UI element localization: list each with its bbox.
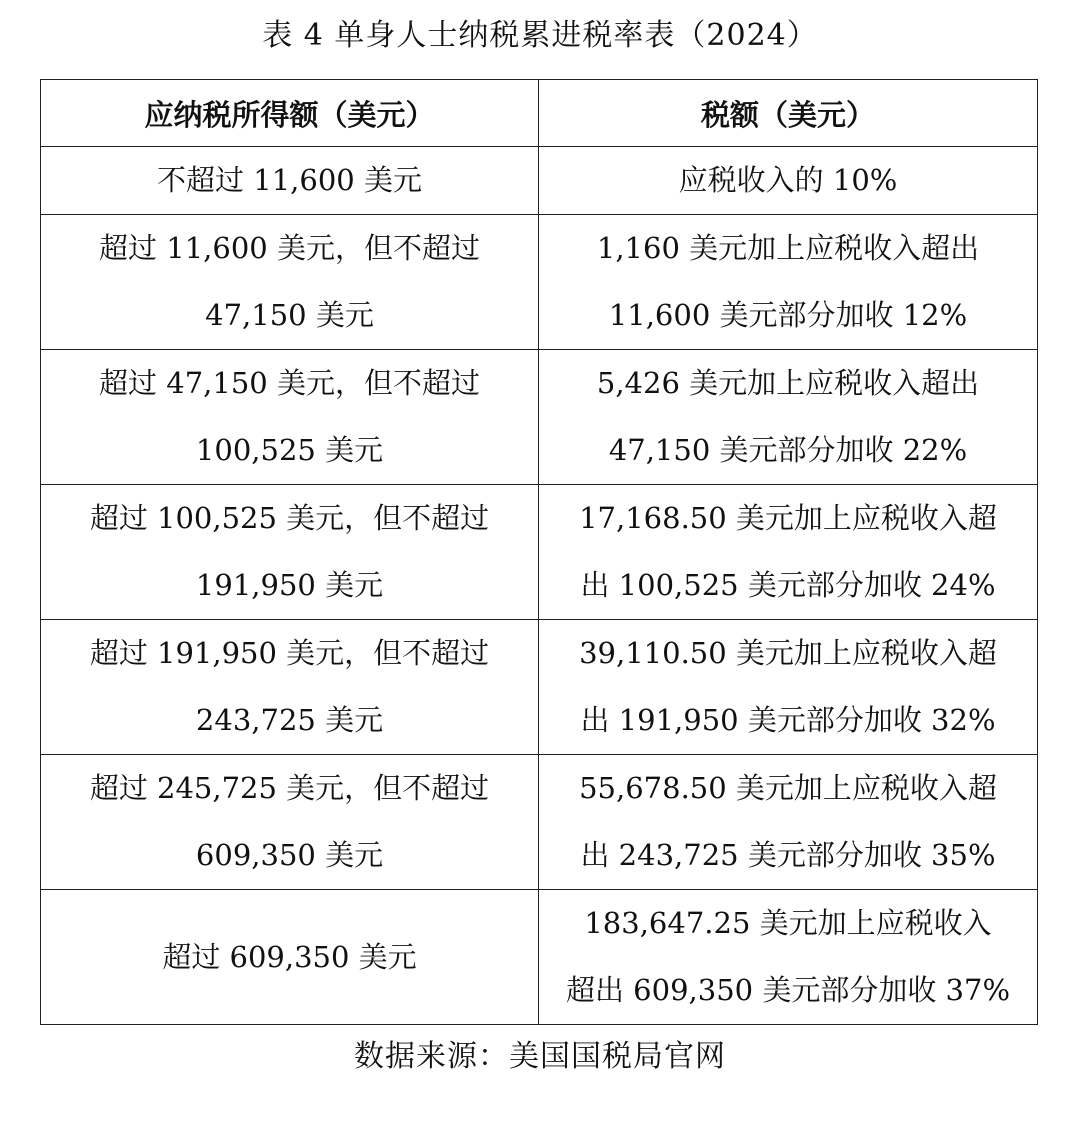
tax-cell — [539, 485, 1038, 620]
data-source-note: 数据来源：美国国税局官网 — [354, 1039, 726, 1074]
income-cell — [41, 755, 539, 890]
cell-text: 超过 245,725 美元，但不超过 — [89, 771, 490, 805]
table-row — [41, 215, 1038, 350]
cell-text: 超过 11,600 美元，但不超过 — [99, 231, 480, 265]
tax-bracket-table — [40, 79, 1038, 1025]
cell-text: 出 243,725 美元部分加收 35% — [580, 838, 996, 872]
income-cell — [41, 890, 539, 1025]
income-cell — [41, 620, 539, 755]
tax-cell — [539, 890, 1038, 1025]
cell-text: 1,160 美元加上应税收入超出 — [596, 231, 980, 265]
income-cell — [41, 215, 539, 350]
cell-text: 17,168.50 美元加上应税收入超 — [579, 501, 997, 535]
table-title: 表 4 单身人士纳税累进税率表（2024） — [262, 18, 818, 53]
table-row — [41, 485, 1038, 620]
cell-text: 不超过 11,600 美元 — [157, 163, 422, 197]
cell-text: 超过 100,525 美元，但不超过 — [89, 501, 490, 535]
cell-text: 出 100,525 美元部分加收 24% — [580, 568, 996, 602]
table-row — [41, 620, 1038, 755]
cell-text: 超过 47,150 美元，但不超过 — [99, 366, 480, 400]
tax-cell — [539, 620, 1038, 755]
cell-text: 609,350 美元 — [195, 838, 384, 872]
cell-text: 39,110.50 美元加上应税收入超 — [579, 636, 997, 670]
income-cell — [41, 350, 539, 485]
header-tax-amount: 税额（美元） — [539, 80, 1038, 147]
header-taxable-income: 应纳税所得额（美元） — [41, 80, 539, 147]
table-row — [41, 755, 1038, 890]
cell-text: 183,647.25 美元加上应税收入 — [584, 906, 992, 940]
cell-text: 47,150 美元 — [205, 298, 374, 332]
cell-text: 应税收入的 10% — [678, 163, 898, 197]
cell-text: 191,950 美元 — [195, 568, 384, 602]
cell-text: 243,725 美元 — [195, 703, 384, 737]
cell-text: 5,426 美元加上应税收入超出 — [596, 366, 980, 400]
table-row — [41, 350, 1038, 485]
tax-cell — [539, 147, 1038, 215]
table-row — [41, 147, 1038, 215]
cell-text: 超过 609,350 美元 — [162, 939, 417, 974]
tax-cell — [539, 215, 1038, 350]
cell-text: 100,525 美元 — [195, 433, 384, 467]
table-header-row — [41, 80, 1038, 147]
cell-text: 超过 191,950 美元，但不超过 — [89, 636, 490, 670]
tax-cell — [539, 755, 1038, 890]
tax-cell — [539, 350, 1038, 485]
cell-text: 55,678.50 美元加上应税收入超 — [579, 771, 997, 805]
income-cell — [41, 147, 539, 215]
cell-text: 47,150 美元部分加收 22% — [608, 433, 968, 467]
cell-text: 11,600 美元部分加收 12% — [608, 298, 968, 332]
table-row — [41, 890, 1038, 1025]
cell-text: 超出 609,350 美元部分加收 37% — [565, 973, 1011, 1007]
cell-text: 出 191,950 美元部分加收 32% — [580, 703, 996, 737]
income-cell — [41, 485, 539, 620]
